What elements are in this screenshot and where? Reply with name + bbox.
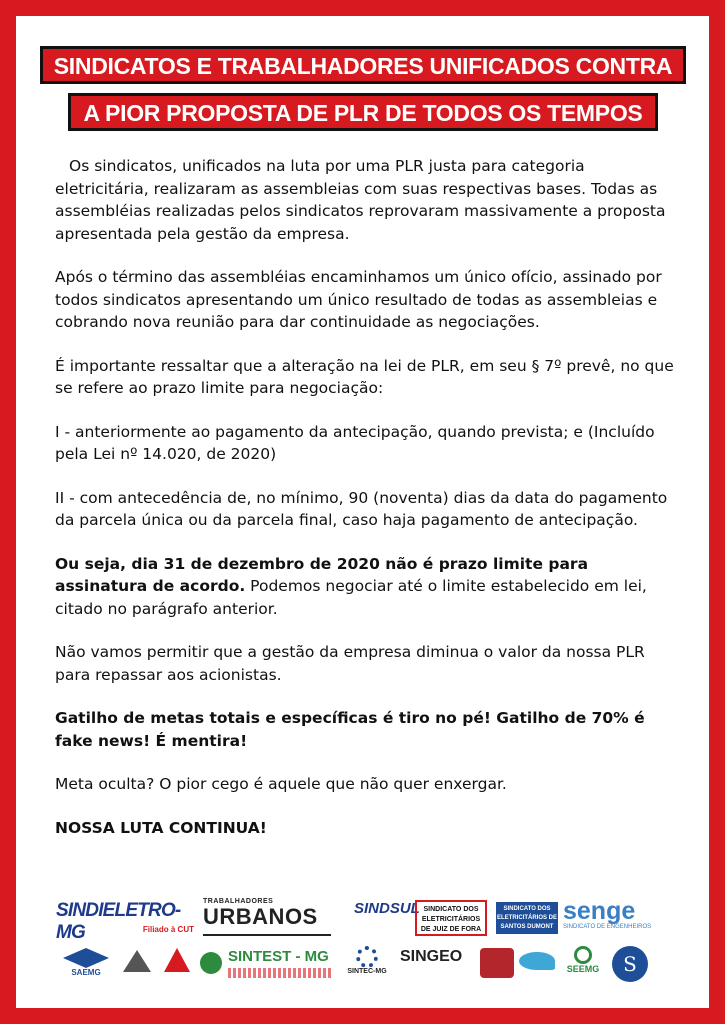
senge-logo bbox=[563, 898, 653, 938]
paragraph-2: Após o término das assembléias encaminhamos um único ofício, assinado por todos sindicatos apresentando um único resultado de todas as assembleias e cobrando nova reunião para dar continuidade as negociações. bbox=[55, 268, 662, 331]
paragraph-6-rest: Podemos negociar até o limite estabelecido em lei, citado no parágrafo anterior. bbox=[55, 577, 647, 618]
sindsul-logo-text: SINDSUL bbox=[354, 900, 420, 917]
red-triangle-icon bbox=[164, 948, 190, 972]
juiz-de-fora-logo: SINDICATO DOS ELETRICITÁRIOS DE JUIZ DE FORA bbox=[415, 900, 487, 936]
seemg-circle-icon bbox=[574, 946, 592, 964]
triangle-logo-gray bbox=[117, 950, 157, 984]
sintest-circle-icon bbox=[200, 952, 222, 974]
singeo-logo-text: SINGEO bbox=[400, 948, 463, 965]
seemg-logo-text: SEEMG bbox=[566, 964, 600, 974]
urbanos-logo bbox=[203, 898, 331, 936]
senge-logo-text: senge bbox=[563, 897, 636, 925]
sindieletro-logo-text: SINDIELETRO-MG bbox=[56, 900, 181, 943]
sintest-subtext-decoration bbox=[228, 968, 332, 978]
triangle-logo-red bbox=[160, 948, 194, 982]
urbanos-logo-top: TRABALHADORES bbox=[203, 898, 274, 905]
red-emblem-logo bbox=[480, 948, 514, 978]
paragraph-1: Os sindicatos, unificados na luta por uma PLR justa para categoria eletricitária, realizaram as assembleias com suas respectivas bases. Todas as assembléias realizadas pelos sindicatos reprovaram massivamente a proposta apresentada pela gestão da empresa. bbox=[55, 157, 666, 243]
saemg-logo-text: SAEMG bbox=[71, 968, 101, 977]
bird-icon bbox=[519, 952, 555, 970]
paragraph-6 bbox=[55, 553, 675, 621]
paragraph-7: Não vamos permitir que a gestão da empresa diminua o valor da nossa PLR para repassar aos acionistas. bbox=[55, 643, 645, 684]
blue-bird-logo bbox=[519, 946, 559, 980]
triangle-icon bbox=[123, 950, 151, 972]
blue-circle-logo: S bbox=[612, 946, 648, 982]
singeo-logo bbox=[400, 948, 472, 982]
paragraph-8: Gatilho de metas totais e específicas é tiro no pé! Gatilho de 70% é fake news! É mentira! bbox=[55, 709, 645, 750]
sindieletro-logo-sub: Filiado à CUT bbox=[142, 925, 194, 934]
seemg-logo bbox=[565, 946, 601, 984]
paragraph-6-bold: Ou seja, dia 31 de dezembro de 2020 não é prazo limite para assinatura de acordo. bbox=[55, 554, 589, 595]
gear-icon bbox=[356, 946, 378, 968]
senge-logo-sub: SINDICATO DE ENGENHEIROS bbox=[563, 924, 652, 930]
sintec-logo bbox=[344, 946, 390, 984]
saemg-logo bbox=[60, 948, 112, 984]
headline-line-1: SINDICATOS E TRABALHADORES UNIFICADOS CONTRA bbox=[40, 46, 686, 84]
paragraph-3: É importante ressaltar que a alteração na lei de PLR, em seu § 7º prevê, no que se refere ao prazo limite para negociação: bbox=[55, 356, 674, 397]
urbanos-logo-text: URBANOS bbox=[203, 904, 318, 929]
santos-dumont-logo: SINDICATO DOS ELETRICITÁRIOS DE SANTOS DUMONT bbox=[496, 902, 558, 934]
paragraph-9: Meta oculta? O pior cego é aquele que não quer enxergar. bbox=[55, 775, 507, 793]
sindsul-logo bbox=[340, 900, 420, 934]
headline-line-2: A PIOR PROPOSTA DE PLR DE TODOS OS TEMPOS bbox=[68, 93, 658, 131]
sintest-logo bbox=[200, 946, 336, 986]
sintest-logo-text: SINTEST - MG bbox=[228, 948, 329, 965]
saemg-diamond-icon bbox=[63, 948, 109, 968]
sintec-logo-text: SINTEC-MG bbox=[347, 968, 387, 975]
closing-slogan: NOSSA LUTA CONTINUA! bbox=[55, 818, 267, 837]
sindieletro-logo bbox=[56, 900, 196, 943]
paragraph-5: II - com antecedência de, no mínimo, 90 (noventa) dias da data do pagamento da parcela única ou da parcela final, caso haja pagamento de antecipação. bbox=[55, 488, 668, 529]
paragraph-4: I - anteriormente ao pagamento da antecipação, quando prevista; e (Incluído pela Lei nº 14.020, de 2020) bbox=[55, 422, 655, 463]
article-body bbox=[55, 155, 675, 860]
